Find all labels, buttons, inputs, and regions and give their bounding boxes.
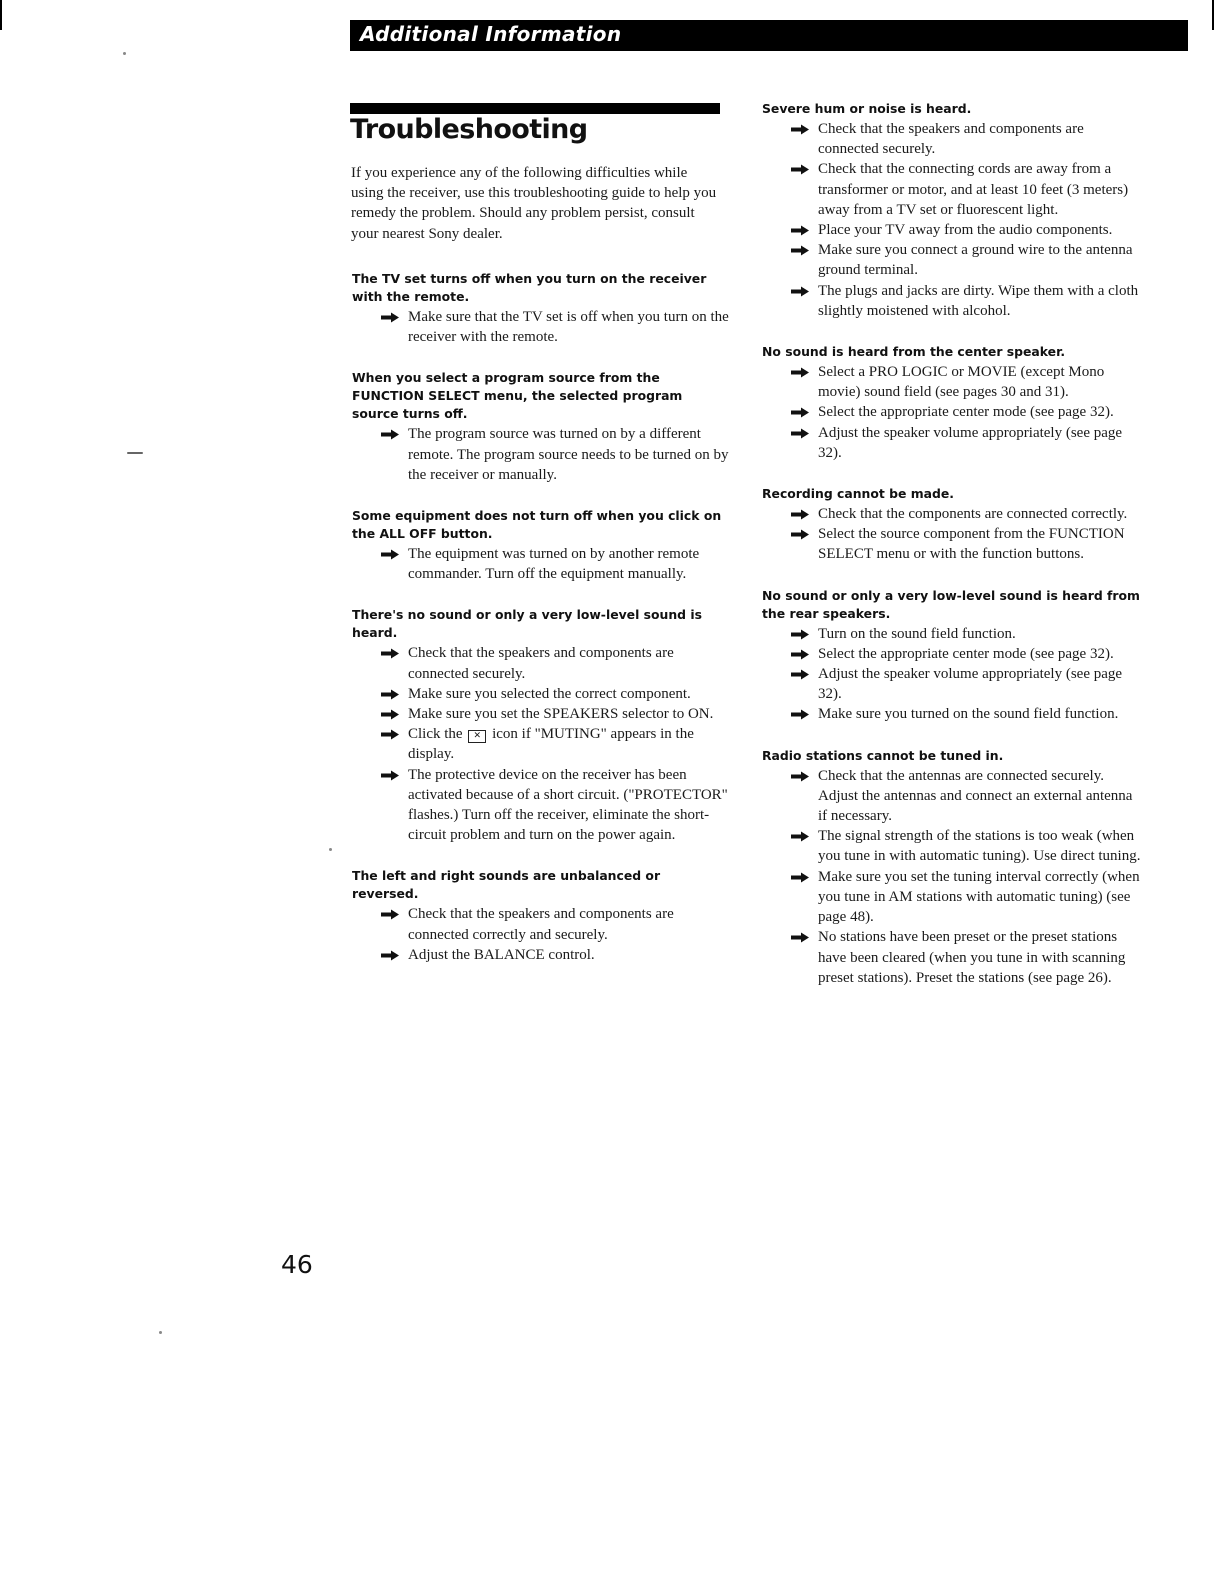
solution-item: Check that the antennas are connected securely. Adjust the antennas and connect an external antenna if necessary. (762, 766, 1144, 827)
arrow-icon (380, 312, 400, 323)
solution-item: The equipment was turned on by another remote commander. Turn off the equipment manually. (352, 544, 730, 584)
title-rule (350, 103, 720, 114)
scan-speck (127, 452, 143, 454)
arrow-icon (790, 428, 810, 439)
solution-item-muting: Click the ✕ icon if "MUTING" appears in the display. (352, 724, 730, 764)
arrow-icon (380, 648, 400, 659)
solution-item: Check that the speakers and components are connected securely. (762, 119, 1144, 159)
arrow-icon (380, 909, 400, 920)
problem-title: Radio stations cannot be tuned in. (762, 747, 1004, 763)
arrow-icon (790, 932, 810, 943)
solution-list (762, 766, 1144, 988)
arrow-icon (790, 629, 810, 640)
arrow-icon (380, 549, 400, 560)
problem-radio-tuning (762, 747, 1144, 988)
solution-item: The signal strength of the stations is too weak (when you tune in with automatic tuning). Use direct tuning. (762, 826, 1144, 866)
solution-item: Make sure you selected the correct component. (352, 684, 730, 704)
solution-item: The program source was turned on by a different remote. The program source needs to be turned on by the receiver or manually. (352, 424, 730, 485)
problem-title: There's no sound or only a very low-level sound is heard. (352, 607, 702, 641)
solution-item: Select the source component from the FUNCTION SELECT menu or with the function buttons. (762, 524, 1144, 564)
solution-item: Check that the connecting cords are away from a transformer or motor, and at least 10 feet (3 meters) away from a TV set or fluorescent light. (762, 159, 1144, 220)
problem-title: Severe hum or noise is heard. (762, 101, 972, 116)
solution-item: Turn on the sound field function. (762, 624, 1144, 644)
problem-title: The TV set turns off when you turn on the receiver with the remote. (352, 271, 707, 304)
problem-tv-turns-off (352, 270, 730, 347)
page-number: 46 (281, 1250, 313, 1279)
arrow-icon (790, 164, 810, 175)
problem-recording (762, 485, 1144, 565)
solution-list (352, 544, 730, 584)
arrow-icon (790, 367, 810, 378)
arrow-icon (790, 245, 810, 256)
solution-item: Select a PRO LOGIC or MOVIE (except Mono movie) sound field (see pages 30 and 31). (762, 362, 1144, 402)
solution-item: Make sure you set the SPEAKERS selector to ON. (352, 704, 730, 724)
problem-title: No sound or only a very low-level sound is heard from the rear speakers. (762, 587, 1140, 621)
solution-item: Make sure you turned on the sound field function. (762, 704, 1144, 724)
solution-list (352, 424, 730, 485)
arrow-icon (790, 124, 810, 135)
problem-title: No sound is heard from the center speaker. (762, 344, 1066, 360)
arrow-icon (790, 771, 810, 782)
arrow-icon (790, 286, 810, 297)
page-title: Troubleshooting (350, 114, 588, 145)
section-title: Additional Information (360, 22, 622, 46)
right-column (762, 100, 1144, 1010)
scan-speck (159, 1331, 162, 1334)
arrow-icon (790, 649, 810, 660)
solution-item: Make sure you set the tuning interval correctly (when you tune in AM stations with automatic tuning) (see page 48). (762, 867, 1144, 928)
problem-hum-noise (762, 100, 1144, 321)
problem-title: Some equipment does not turn off when you click on the ALL OFF button. (352, 508, 722, 542)
arrow-icon (790, 529, 810, 540)
solution-item: Check that the speakers and components are connected correctly and securely. (352, 904, 730, 944)
section-header-bar (350, 20, 1188, 51)
arrow-icon (790, 709, 810, 720)
solution-item: Check that the components are connected correctly. (762, 504, 1144, 524)
solution-item: Place your TV away from the audio components. (762, 220, 1144, 240)
solution-item: Select the appropriate center mode (see page 32). (762, 402, 1144, 422)
arrow-icon (790, 407, 810, 418)
problem-no-center-sound (762, 343, 1144, 463)
solution-item: The protective device on the receiver has been activated because of a short circuit. ("PROTECTOR" flashes.) Turn off the receiver, eliminate the short-circuit problem and turn on the power again. (352, 765, 730, 846)
arrow-icon (790, 669, 810, 680)
arrow-icon (790, 872, 810, 883)
problem-program-source-turns-off (352, 369, 730, 485)
solution-list (762, 624, 1144, 725)
solution-list (352, 904, 730, 965)
problem-no-sound (352, 606, 730, 845)
problem-title: The left and right sounds are unbalanced or reversed. (352, 868, 661, 902)
arrow-icon (790, 225, 810, 236)
problem-unbalanced-sound (352, 867, 730, 965)
scan-speck (123, 52, 126, 55)
problem-title: Recording cannot be made. (762, 486, 954, 502)
solution-item: The plugs and jacks are dirty. Wipe them with a cloth slightly moistened with alcohol. (762, 281, 1144, 321)
intro-paragraph: If you experience any of the following difficulties while using the receiver, use this troubleshooting guide to help you remedy the problem. Should any problem persist, consult your nearest Sony dealer. (351, 165, 717, 242)
solution-list (762, 119, 1144, 321)
problem-title: When you select a program source from the FUNCTION SELECT menu, the selected program source turns off. (352, 370, 683, 422)
solution-item: Adjust the speaker volume appropriately (see page 32). (762, 664, 1144, 704)
arrow-icon (380, 689, 400, 700)
solution-list (762, 362, 1144, 463)
solution-item: Make sure you connect a ground wire to the antenna ground terminal. (762, 240, 1144, 280)
arrow-icon (790, 509, 810, 520)
solution-list (352, 307, 730, 347)
left-column (352, 270, 730, 987)
left-edge-mark (0, 0, 2, 30)
arrow-icon (380, 429, 400, 440)
arrow-icon (790, 831, 810, 842)
solution-item: Select the appropriate center mode (see page 32). (762, 644, 1144, 664)
solution-item: Check that the speakers and components are connected securely. (352, 643, 730, 683)
solution-item: Adjust the speaker volume appropriately (see page 32). (762, 423, 1144, 463)
solution-list (352, 643, 730, 845)
right-edge-mark (1212, 0, 1214, 30)
solution-item: No stations have been preset or the preset stations have been cleared (when you tune in with scanning preset stations). Preset the stations (see page 26). (762, 927, 1144, 988)
arrow-icon (380, 770, 400, 781)
solution-list (762, 504, 1144, 565)
problem-all-off-button (352, 507, 730, 584)
arrow-icon (380, 709, 400, 720)
solution-item: Make sure that the TV set is off when you turn on the receiver with the remote. (352, 307, 730, 347)
scan-speck (329, 848, 332, 851)
arrow-icon (380, 950, 400, 961)
arrow-icon (380, 729, 400, 740)
muting-icon: ✕ (468, 730, 486, 743)
problem-rear-speakers (762, 587, 1144, 725)
solution-item: Adjust the BALANCE control. (352, 945, 730, 965)
